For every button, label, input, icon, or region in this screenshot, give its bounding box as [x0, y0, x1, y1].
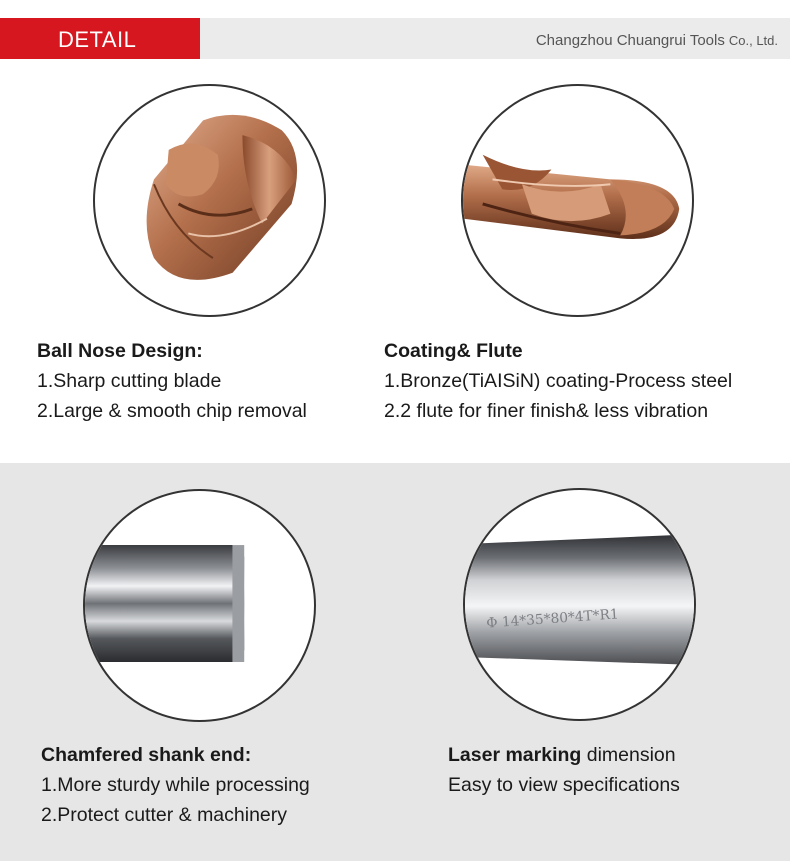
laser-marking-text: Φ 14*35*80*4T*R1 [485, 606, 620, 632]
feature-coating-flute [384, 336, 732, 426]
feature-title: Chamfered shank end: [41, 744, 252, 766]
chamfered-shank-illustration [85, 491, 314, 720]
feature-line: 1.More sturdy while processing [41, 774, 310, 796]
feature-line: 2.Protect cutter & machinery [41, 804, 288, 826]
chamfered-shank-image [83, 489, 316, 722]
coating-flute-illustration [463, 86, 692, 315]
top-strip [0, 0, 790, 18]
detail-label: DETAIL [58, 27, 137, 52]
feature-title-bold: Laser marking [448, 744, 582, 766]
coating-flute-image [461, 84, 694, 317]
feature-line: 2.Large & smooth chip removal [37, 400, 307, 422]
laser-marking-image [463, 488, 696, 721]
feature-line: 1.Bronze(TiAISiN) coating-Process steel [384, 370, 733, 392]
feature-title: Ball Nose Design: [37, 340, 203, 362]
feature-title-light: dimension [581, 744, 676, 766]
feature-line: Easy to view specifications [448, 774, 680, 796]
feature-title: Coating& Flute [384, 340, 523, 362]
company-suffix: Co., Ltd. [728, 33, 778, 48]
feature-title [448, 740, 680, 770]
feature-line: 1.Sharp cutting blade [37, 370, 222, 392]
feature-laser-marking [448, 740, 680, 800]
feature-line: 2.2 flute for finer finish& less vibration [384, 400, 709, 422]
ball-nose-illustration [95, 86, 324, 315]
laser-marking-illustration [465, 490, 694, 719]
feature-chamfered-shank [41, 740, 310, 830]
company-name-text: Changzhou Chuangrui Tools [535, 32, 725, 49]
company-name [536, 32, 778, 49]
ball-nose-image [93, 84, 326, 317]
feature-ball-nose [37, 336, 307, 426]
